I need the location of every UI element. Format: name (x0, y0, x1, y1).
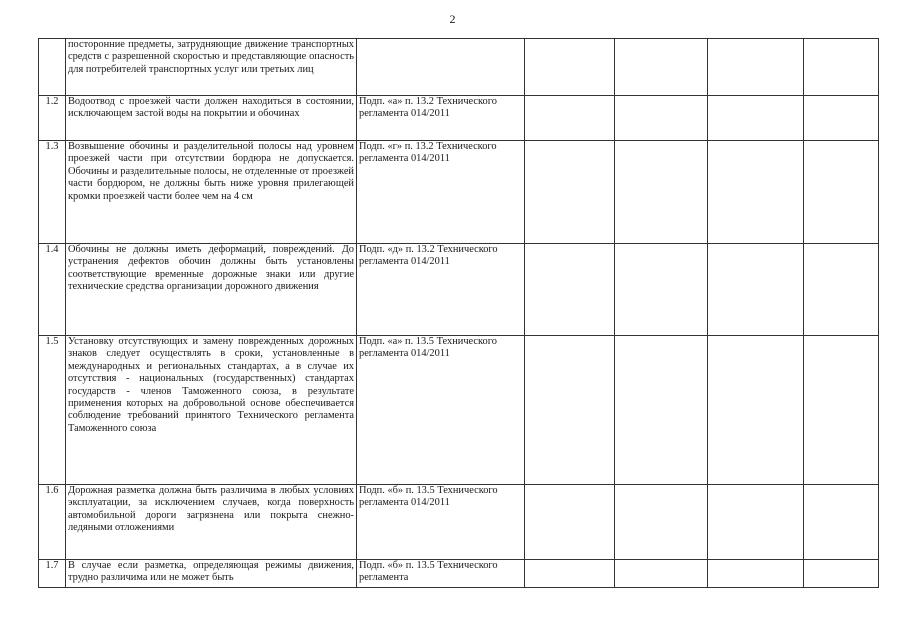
empty-cell (525, 485, 615, 560)
requirement-text: Обочины не должны иметь деформаций, повреждений. До устранения дефектов обочин должны быть установлены соответствующие временные дорожные знаки или другие технические средства организации дорожного движения (66, 244, 357, 336)
requirement-text: Дорожная разметка должна быть различима в любых условиях эксплуатации, за исключением случаев, когда поверхность автомобильной дороги загрязнена или покрыта снежно-ледяными отложениями (66, 485, 357, 560)
row-number: 1.3 (39, 141, 66, 244)
row-number: 1.4 (39, 244, 66, 336)
table-row (39, 141, 879, 244)
requirement-text: Установку отсутствующих и замену поврежденных дорожных знаков следует осуществлять в сроки, установленные в международных и региональных стандартах, а в случае их отсутствия - национальных (государственных) стандартах государств - членов Таможенного союза, в результате применения которых на добровольной основе обеспечивается соблюдение требований принятого Технического регламента Таможенного союза (66, 336, 357, 485)
empty-cell (708, 39, 804, 96)
empty-cell (708, 560, 804, 588)
empty-cell (708, 485, 804, 560)
empty-cell (804, 141, 879, 244)
empty-cell (525, 39, 615, 96)
empty-cell (804, 560, 879, 588)
empty-cell (615, 96, 708, 141)
empty-cell (525, 560, 615, 588)
empty-cell (525, 96, 615, 141)
table-row (39, 485, 879, 560)
empty-cell (615, 39, 708, 96)
empty-cell (708, 96, 804, 141)
row-number (39, 39, 66, 96)
requirement-text: Возвышение обочины и разделительной полосы над уровнем проезжей части при отсутствии бордюра не допускается. Обочины и разделительные полосы, не отделенные от проезжей части бордюром, не должны быть ниже уровня прилегающей кромки проезжей части более чем на 4 см (66, 141, 357, 244)
empty-cell (804, 96, 879, 141)
table-row (39, 336, 879, 485)
empty-cell (708, 141, 804, 244)
table-row (39, 560, 879, 588)
empty-cell (708, 336, 804, 485)
page-number: 2 (449, 12, 456, 26)
row-number: 1.2 (39, 96, 66, 141)
row-number: 1.6 (39, 485, 66, 560)
row-number: 1.5 (39, 336, 66, 485)
empty-cell (615, 485, 708, 560)
reference-text: Подп. «б» п. 13.5 Технического регламента 014/2011 (357, 485, 525, 560)
requirement-text: Водоотвод с проезжей части должен находиться в состоянии, исключающем застой воды на покрытии и обочинах (66, 96, 357, 141)
requirements-table (38, 38, 879, 588)
empty-cell (804, 485, 879, 560)
empty-cell (615, 141, 708, 244)
empty-cell (615, 244, 708, 336)
empty-cell (804, 244, 879, 336)
empty-cell (615, 560, 708, 588)
reference-text: Подп. «а» п. 13.2 Технического регламента 014/2011 (357, 96, 525, 141)
table-row (39, 244, 879, 336)
requirement-text: посторонние предметы, затрудняющие движение транспортных средств с разрешенной скоростью и представляющие опасность для потребителей транспортных услуг или третьих лиц (66, 39, 357, 96)
empty-cell (525, 244, 615, 336)
requirement-text: В случае если разметка, определяющая режимы движения, трудно различима или не может быть (66, 560, 357, 588)
reference-text (357, 39, 525, 96)
empty-cell (525, 141, 615, 244)
reference-text: Подп. «а» п. 13.5 Технического регламента 014/2011 (357, 336, 525, 485)
empty-cell (615, 336, 708, 485)
row-number: 1.7 (39, 560, 66, 588)
empty-cell (525, 336, 615, 485)
empty-cell (804, 336, 879, 485)
reference-text: Подп. «г» п. 13.2 Технического регламента 014/2011 (357, 141, 525, 244)
empty-cell (708, 244, 804, 336)
empty-cell (804, 39, 879, 96)
reference-text: Подп. «б» п. 13.5 Технического регламента (357, 560, 525, 588)
reference-text: Подп. «д» п. 13.2 Технического регламента 014/2011 (357, 244, 525, 336)
table-row (39, 39, 879, 96)
table-row (39, 96, 879, 141)
